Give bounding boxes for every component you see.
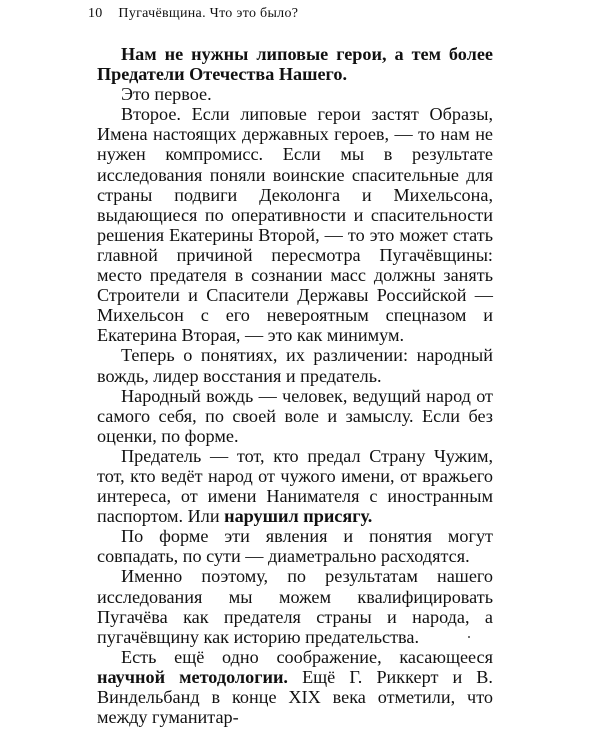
paragraph	[97, 647, 493, 727]
text-run: Ещё Г. Риккерт и В. Виндельбанд в конце XIX века отметили, что между гуманитар-	[97, 666, 493, 728]
paragraph	[97, 566, 493, 646]
text-run: Именно поэтому, по результатам нашего исследования мы можем квалифицировать Пугачёва как предателя страны и народа, а пугачёвщину как историю предательства.	[97, 566, 493, 647]
text-run: Есть ещё одно соображение, касающееся	[121, 646, 493, 667]
running-head	[88, 6, 560, 22]
bold-text: научной методологии.	[97, 666, 288, 687]
paragraph	[97, 345, 493, 385]
text-run: Теперь о понятиях, их различении: народный вождь, лидер восстания и предатель.	[97, 345, 493, 386]
paragraph	[97, 84, 493, 104]
paragraph	[97, 446, 493, 526]
text-run: Это первое.	[121, 84, 212, 105]
paragraph	[97, 44, 493, 84]
paragraph	[97, 386, 493, 446]
text-run: Предатель — тот, кто предал Страну Чужим, тот, кто ведёт народ от чужого имени, от вражьего интереса, от имени Нанимателя с иностранным паспортом. Или	[97, 445, 493, 527]
paragraph	[97, 526, 493, 566]
bold-text: нарушил присягу.	[224, 506, 373, 527]
paragraph	[97, 104, 493, 345]
page-number: 10	[88, 6, 103, 21]
bold-text: Нам не нужны липовые герои, а тем более Предатели Отечества Нашего.	[97, 44, 493, 85]
text-run: Народный вождь — человек, ведущий народ от самого себя, по своей воле и замыслу. Если без оценки, по форме.	[97, 385, 493, 446]
body-text	[97, 44, 493, 727]
running-title: Пугачёвщина. Что это было?	[118, 6, 299, 21]
text-run: Второе. Если липовые герои застят Образы, Имена настоящих державных героев, — то нам не нужен компромисс. Если мы в результате исследования поняли воинские спасительные для страны подвиги Деколонга и Михельсона, выдающиеся по оперативности и спасительности решения Екатерины Второй, — то это может стать главной причиной пересмотра Пугачёвщины: место предателя в сознании масс должны занять Строители и Спасители Державы Российской — Михельсон с его невероятным спецназом и Екатерина Вторая, — это как минимум.	[97, 104, 493, 346]
text-run: По форме эти явления и понятия могут совпадать, по сути — диаметрально расходятся.	[97, 526, 493, 567]
print-speck	[468, 636, 470, 638]
